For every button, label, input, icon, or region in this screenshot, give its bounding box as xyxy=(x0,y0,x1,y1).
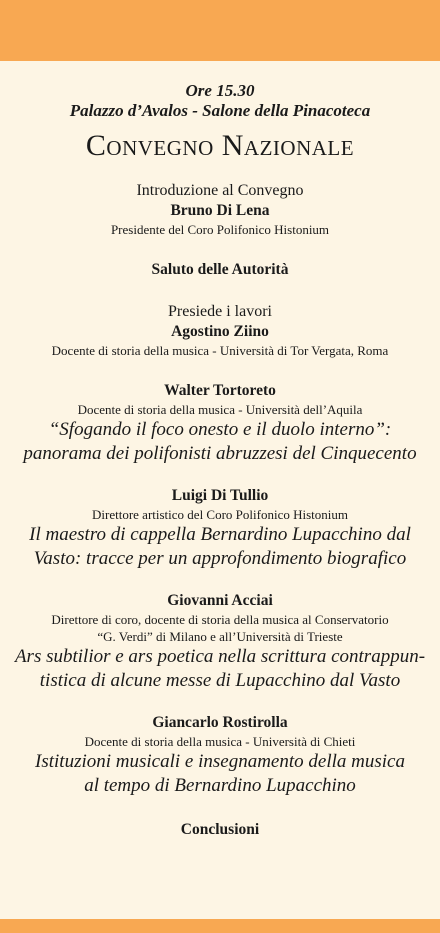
speaker-2 xyxy=(0,486,440,571)
talk-title-line: “Sfogando il foco onesto e il duolo interno”: xyxy=(48,419,392,440)
event-title: Convegno Nazionale xyxy=(85,129,355,162)
greeting-label: Saluto delle Autorità xyxy=(151,261,289,278)
chair-section xyxy=(0,302,440,359)
speaker-name: Walter Tortoreto xyxy=(164,382,276,399)
chair-role: Docente di storia della musica - Università di Tor Vergata, Roma xyxy=(51,343,389,358)
bottom-orange-band xyxy=(0,919,440,933)
event-venue: Palazzo d’Avalos - Salone della Pinacoteca xyxy=(69,101,371,120)
speaker-role: Docente di storia della musica - Università dell’Aquila xyxy=(77,402,363,417)
speaker-name: Giovanni Acciai xyxy=(167,592,273,609)
talk-title-line: Ars subtilior e ars poetica nella scrittura contrappun- xyxy=(14,646,426,667)
talk-title-line: panorama dei polifonisti abruzzesi del Cinquecento xyxy=(23,443,417,464)
talk-title-line: Vasto: tracce per un approfondimento biografico xyxy=(33,548,407,569)
greeting-section xyxy=(0,260,440,280)
speaker-3 xyxy=(0,591,440,693)
speaker-role: Direttore di coro, docente di storia della musica al Conservatorio xyxy=(51,612,389,627)
chair-name: Agostino Ziino xyxy=(171,323,269,340)
speaker-name: Giancarlo Rostirolla xyxy=(152,714,288,731)
speaker-1 xyxy=(0,381,440,466)
program-content xyxy=(0,61,440,840)
speaker-4 xyxy=(0,713,440,798)
speaker-role: “G. Verdi” di Milano e all’Università di Trieste xyxy=(97,629,343,644)
intro-speaker-name: Bruno Di Lena xyxy=(170,202,270,219)
talk-title-line: Il maestro di cappella Bernardino Lupacchino dal xyxy=(29,524,411,545)
closing-label: Conclusioni xyxy=(180,821,260,838)
speaker-name: Luigi Di Tullio xyxy=(171,487,269,504)
intro-speaker-role: Presidente del Coro Polifonico Histonium xyxy=(110,222,330,237)
intro-section xyxy=(0,181,440,238)
talk-title-line: tistica di alcune messe di Lupacchino dal Vasto xyxy=(39,670,401,691)
chair-label: Presiede i lavori xyxy=(168,303,272,320)
event-time: Ore 15.30 xyxy=(185,81,255,100)
speaker-role: Direttore artistico del Coro Polifonico Histonium xyxy=(92,507,348,522)
talk-title-line: al tempo di Bernardino Lupacchino xyxy=(84,775,356,796)
top-orange-band xyxy=(0,0,440,61)
intro-label: Introduzione al Convegno xyxy=(136,182,304,199)
closing-section xyxy=(0,820,440,840)
speaker-role: Docente di storia della musica - Università di Chieti xyxy=(84,734,356,749)
talk-title-line: Istituzioni musicali e insegnamento della musica xyxy=(35,751,405,772)
